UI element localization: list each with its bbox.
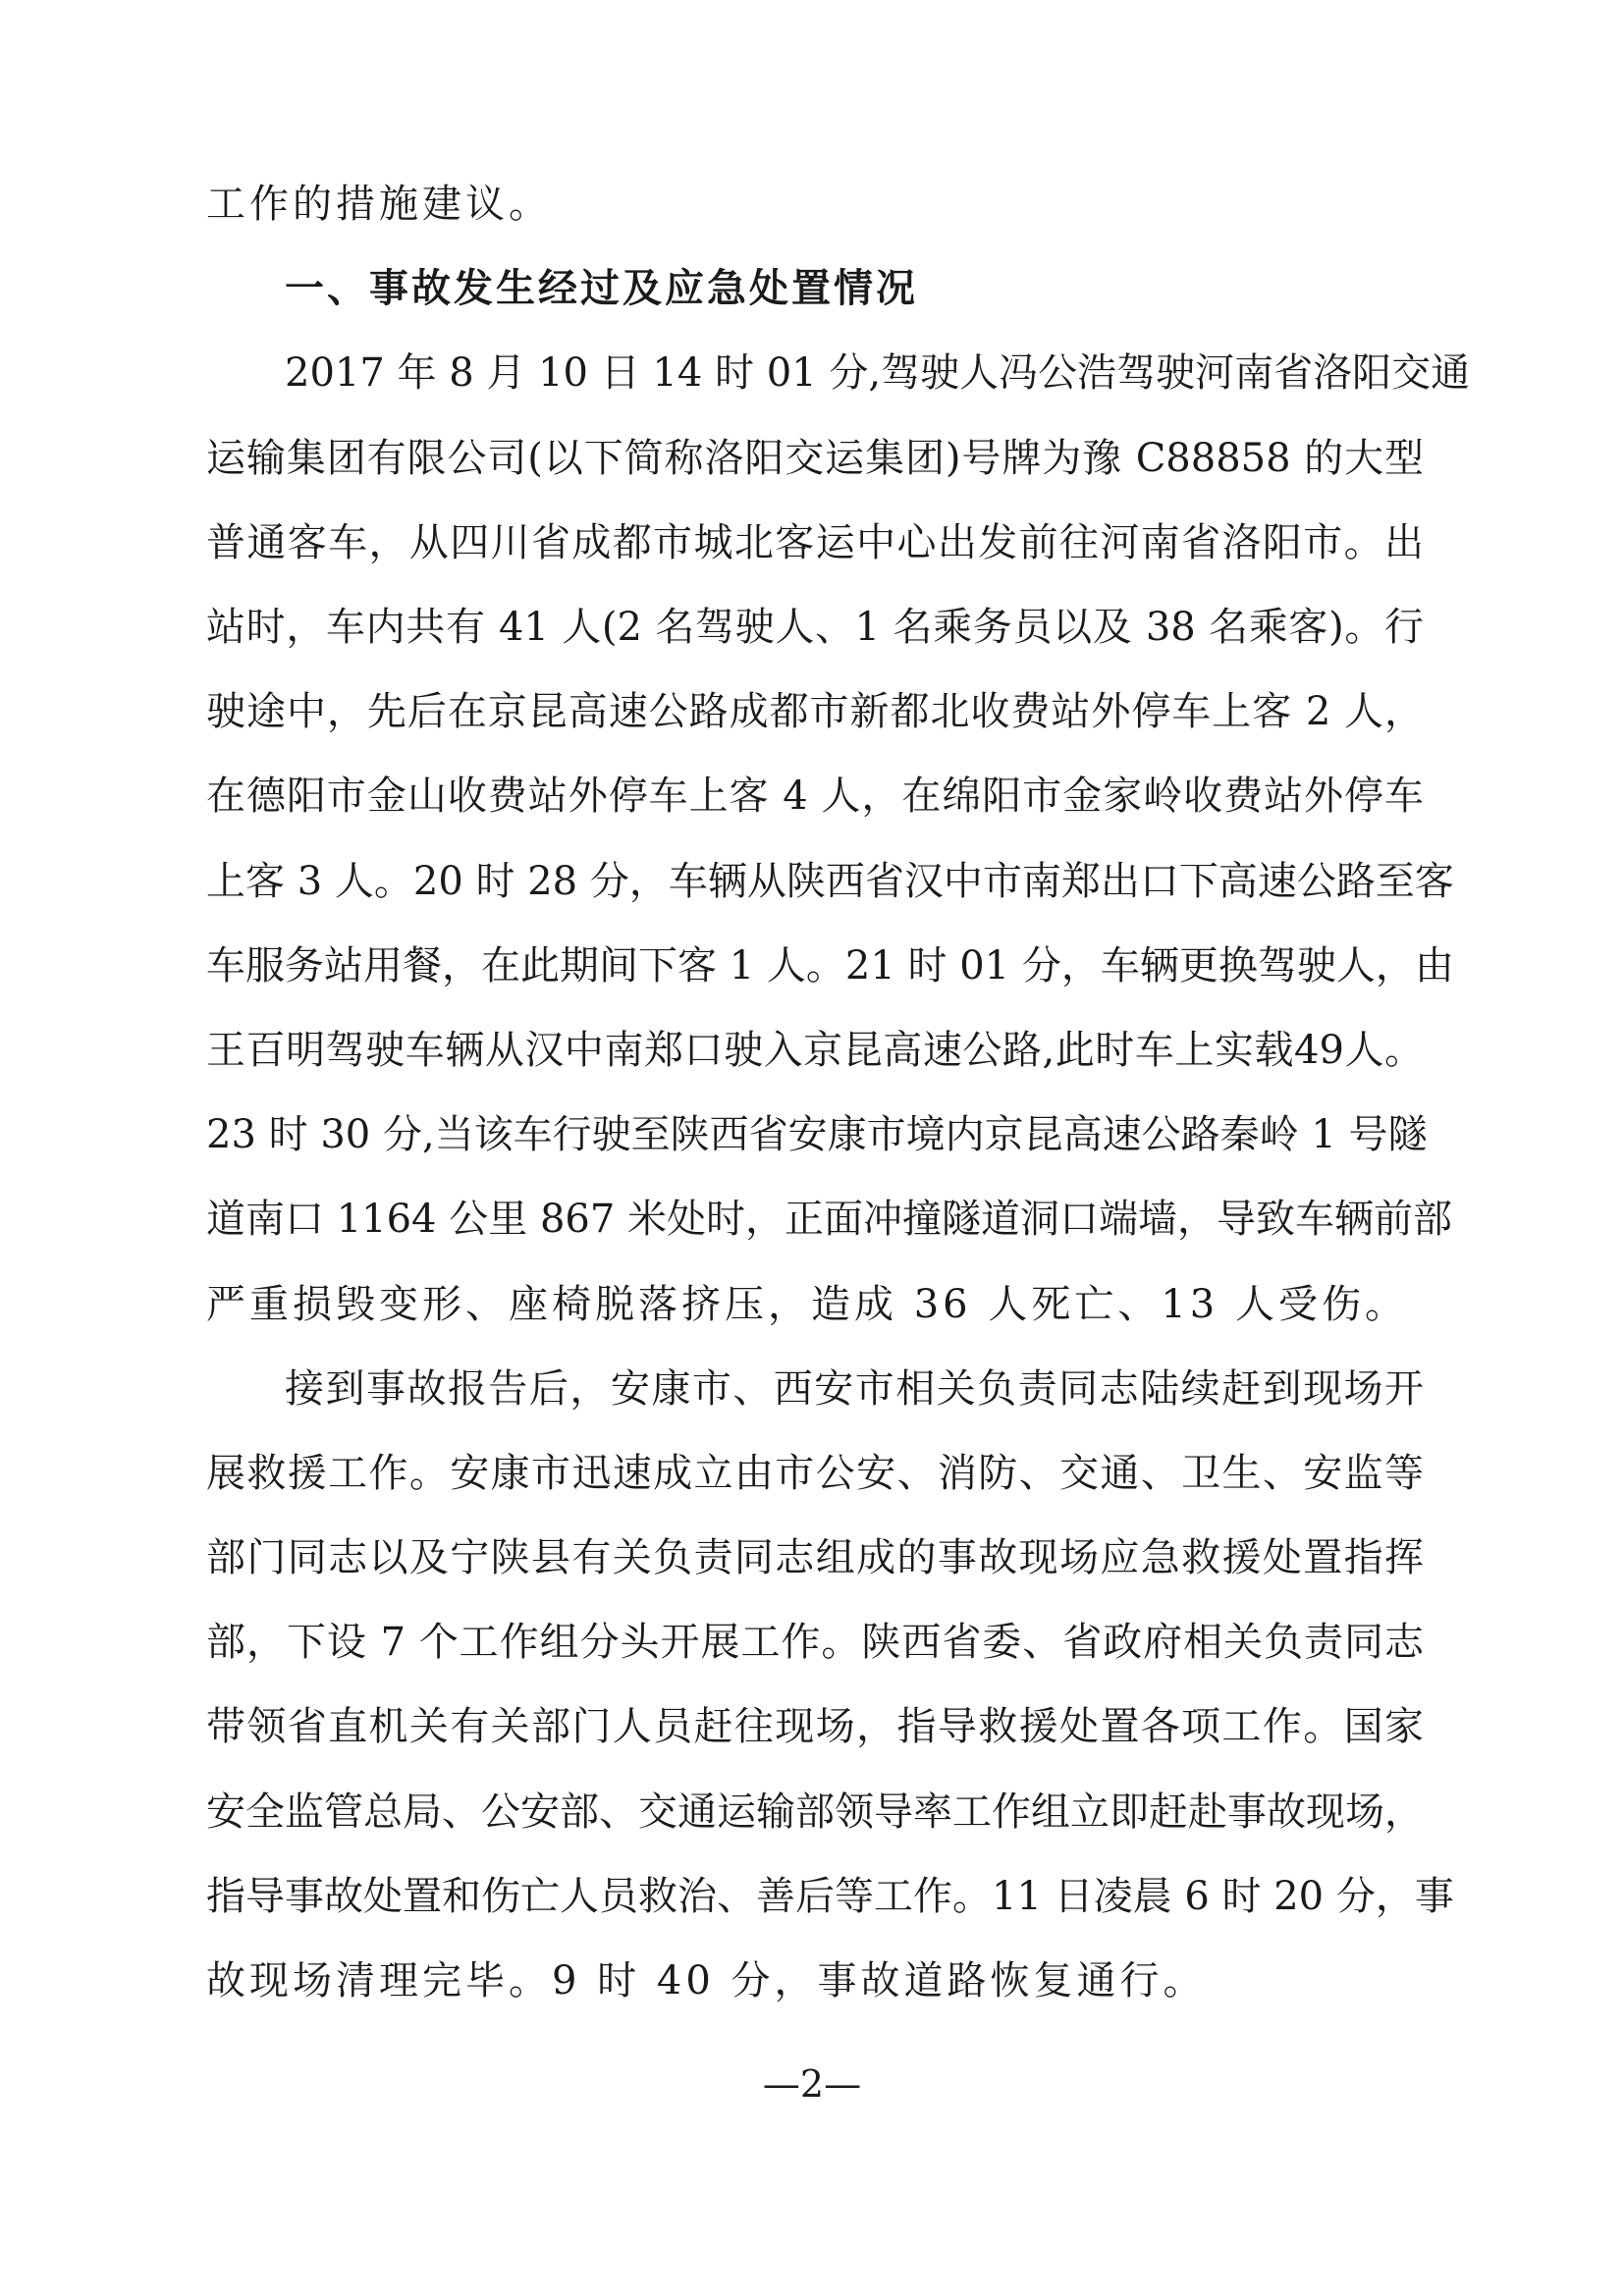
paragraph-line: 上客 3 人。20 时 28 分，车辆从陕西省汉中市南郑出口下高速公路至客 bbox=[206, 858, 1454, 904]
paragraph-line: 道南口 1164 公里 867 米处时，正面冲撞隧道洞口端墙，导致车辆前部 bbox=[206, 1197, 1453, 1243]
paragraph-line: 展救援工作。安康市迅速成立由市公安、消防、交通、卫生、安监等 bbox=[206, 1450, 1424, 1496]
paragraph-line: 普通客车，从四川省成都市城北客运中心出发前往河南省洛阳市。出 bbox=[206, 519, 1424, 565]
section-heading: 一、事故发生经过及应急处置情况 bbox=[285, 266, 918, 312]
paragraph-line: 运输集团有限公司(以下简称洛阳交运集团)号牌为豫 C88858 的大型 bbox=[206, 435, 1424, 481]
paragraph-line: 接到事故报告后，安康市、西安市相关负责同志陆续赶到现场开 bbox=[285, 1365, 1424, 1412]
paragraph-line: 部门同志以及宁陕县有关负责同志组成的事故现场应急救援处置指挥 bbox=[206, 1535, 1424, 1580]
paragraph-line: 王百明驾驶车辆从汉中南郑口驶入京昆高速公路,此时车上实载49人。 bbox=[206, 1027, 1424, 1073]
paragraph-line: 指导事故处置和伤亡人员救治、善后等工作。11 日凌晨 6 时 20 分，事 bbox=[206, 1873, 1454, 1919]
paragraph-line: 驶途中，先后在京昆高速公路成都市新都北收费站外停车上客 2 人， bbox=[206, 689, 1424, 735]
paragraph-line: 故现场清理完毕。9 时 40 分，事故道路恢复通行。 bbox=[206, 1958, 1207, 2003]
paragraph-line: 站时，车内共有 41 人(2 名驾驶人、1 名乘务员以及 38 名乘客)。行 bbox=[206, 605, 1424, 650]
paragraph-line: 严重损毁变形、座椅脱落挤压，造成 36 人死亡、13 人受伤。 bbox=[206, 1281, 1408, 1327]
paragraph-line: 工作的措施建议。 bbox=[206, 182, 552, 227]
paragraph-line: 带领省直机关有关部门人员赶往现场，指导救援处置各项工作。国家 bbox=[206, 1704, 1424, 1750]
paragraph-line: 部，下设 7 个工作组分头开展工作。陕西省委、省政府相关负责同志 bbox=[206, 1620, 1424, 1666]
paragraph-line: 2017 年 8 月 10 日 14 时 01 分,驾驶人冯公浩驾驶河南省洛阳交通 bbox=[285, 350, 1471, 397]
paragraph-line: 安全监管总局、公安部、交通运输部领导率工作组立即赶赴事故现场， bbox=[206, 1789, 1424, 1835]
page-number: —2— bbox=[762, 2062, 862, 2106]
paragraph-line: 23 时 30 分,当该车行驶至陕西省安康市境内京昆高速公路秦岭 1 号隧 bbox=[206, 1112, 1428, 1158]
paragraph-line: 在德阳市金山收费站外停车上客 4 人，在绵阳市金家岭收费站外停车 bbox=[206, 774, 1424, 820]
paragraph-line: 车服务站用餐，在此期间下客 1 人。21 时 01 分，车辆更换驾驶人，由 bbox=[206, 942, 1454, 988]
